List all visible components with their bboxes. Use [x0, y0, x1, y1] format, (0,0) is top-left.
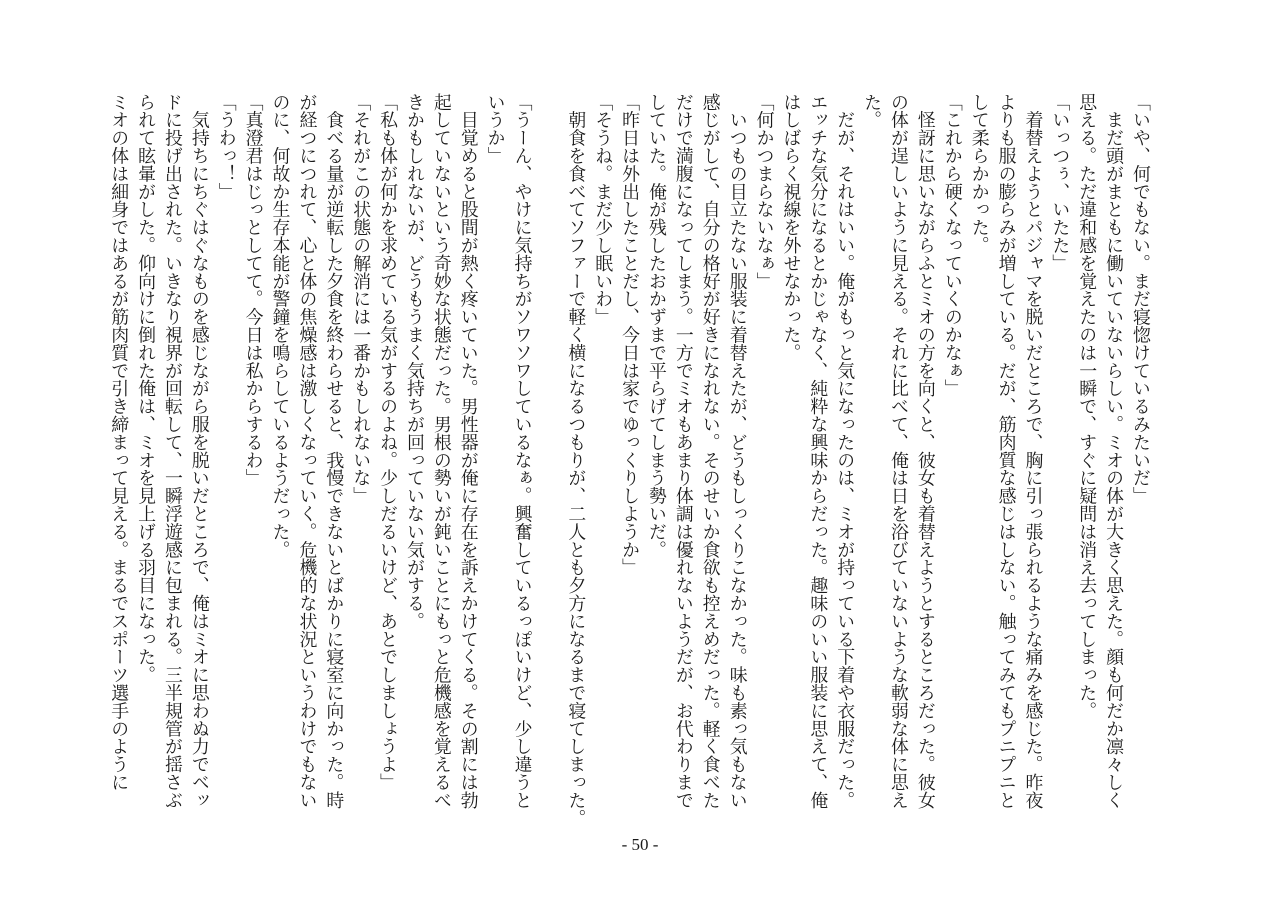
text-line: 「うわっ！」: [215, 93, 237, 201]
text-line: 食べる量が逆転した夕食を終わらせると、我慢できないとばかりに寝室に向かった。時: [323, 93, 345, 809]
text-line: 気持ちにちぐはぐなものを感じながら服を脱いだところで、俺はミオに思わぬ力でベッ: [188, 93, 210, 809]
text-line: 「昨日は外出したことだし、今日は家でゆっくりしようか」: [619, 93, 641, 577]
text-line: 起していないという奇妙な状態だった。男根の勢いが鈍いことにもっと危機感を覚えるべ: [430, 93, 452, 809]
text-line: きかもしれないが、どうもうまく気持ちが回っていない気がする。: [403, 93, 425, 630]
text-line: られて眩暈がした。仰向けに倒れた俺は、ミオを見上げる羽目になった。: [135, 93, 157, 684]
text-line: が経つにつれて、心と体の焦燥感は激しくなっていく。危機的な状況というわけでもない: [296, 93, 318, 809]
text-line: はしばらく視線を外せなかった。: [780, 93, 802, 362]
text-line: エッチな気分になるとかじゃなく、純粋な興味からだった。趣味のいい服装に思えて、俺: [807, 93, 829, 809]
text-line: 朝食を食べてソファーで軽く横になるつもりが、二人とも夕方になるまで寝てしまった。: [565, 93, 587, 827]
text-line: 「いっつぅ、いたた」: [1049, 93, 1071, 272]
text-line: た。: [861, 93, 883, 129]
text-line: よりも服の膨らみが増している。だが、筋肉質な感じはしない。触ってみてもプニプニと: [995, 93, 1017, 809]
text-line: だが、それはいい。俺がもっと気になったのは、ミオが持っている下着や衣服だった。: [834, 93, 856, 809]
text-line: [535, 93, 562, 818]
text-line: いつもの目立たない服装に着替えたが、どうもしっくりこなかった。味も素っ気もない: [726, 93, 748, 809]
page-number: - 50 -: [621, 835, 659, 854]
text-line: いうか」: [484, 93, 506, 165]
text-line: 思える。ただ違和感を覚えたのは一瞬で、すぐに疑問は消え去ってしまった。: [1076, 93, 1098, 720]
text-line: 怪訝に思いながらふとミオの方を向くと、彼女も着替えようとするところだった。彼女: [914, 93, 936, 809]
text-line: 「うーん、やけに気持ちがソワソワしているなぁ。興奮しているっぽいけど、少し違うと: [511, 93, 533, 809]
text-line: 「真澄君はじっとしてて。今日は私からするわ」: [242, 93, 264, 487]
text-line: ドに投げ出された。いきなり視界が回転して、一瞬浮遊感に包まれる。三半規管が揺さぶ: [161, 93, 183, 809]
text-line: まだ頭がまともに働いていないらしい。ミオの体が大きく思えた。顔も何だか凛々しく: [1103, 93, 1125, 809]
text-line: のに、何故か生存本能が警鐘を鳴らしているようだった。: [269, 93, 291, 559]
text-line: 「何かつまらないなぁ」: [753, 93, 775, 290]
vertical-text-body: [104, 93, 1153, 827]
text-line: だけで満腹になってしまう。一方でミオもあまり体調は優れないようだが、お代わりまで: [672, 93, 694, 809]
text-line: 「いや、何でもない。まだ寝惚けているみたいだ」: [1130, 93, 1151, 505]
text-line: ミオの体は細身ではあるが筋肉質で引き締まって見える。まるでスポーツ選手のように: [108, 93, 130, 792]
text-line: していた。俺が残したおかずまで平らげてしまう勢いだ。: [645, 93, 667, 559]
text-line: 着替えようとパジャマを脱いだところで、胸に引っ張られるような痛みを感じた。昨夜: [1022, 93, 1044, 809]
text-line: の体が逞しいように見える。それに比べて、俺は日を浴びていないような軟弱な体に思え: [887, 93, 909, 809]
text-line: 「それがこの状態の解消には一番かもしれないな」: [350, 93, 372, 505]
text-line: 「私も体が何かを求めている気がするのよね。少しだるいけど、あとでしましょうよ」: [377, 93, 399, 792]
text-line: 目覚めると股間が熱く疼いていた。男性器が俺に存在を訴えかけてくる。その割には勃: [457, 93, 479, 809]
text-line: 「これから硬くなっていくのかなぁ」: [941, 93, 963, 398]
text-line: して柔らかかった。: [968, 93, 990, 255]
text-line: 感じがして、自分の格好が好きになれない。そのせいか食欲も控えめだった。軽く食べた: [699, 93, 721, 809]
text-line: 「そうね。まだ少し眠いわ」: [592, 93, 614, 326]
